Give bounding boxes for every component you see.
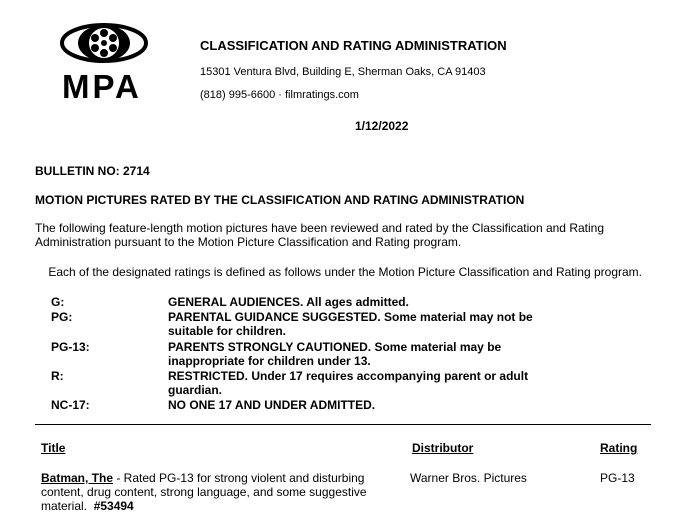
column-header-rating: Rating	[600, 441, 638, 455]
rating-desc-g: GENERAL AUDIENCES. All ages admitted.	[168, 295, 409, 309]
rating-code-pg13: PG-13:	[51, 340, 90, 354]
rating-desc-pg13: PARENTS STRONGLY CAUTIONED. Some material may be inappropriate for children under 13.	[168, 340, 502, 368]
intro-paragraph: The following feature-length motion pictures have been reviewed and rated by the Classification and Rating Administration pursuant to the Motion Picture Classification and Rating program.	[35, 221, 605, 249]
rating-desc-nc17: NO ONE 17 AND UNDER ADMITTED.	[168, 398, 376, 412]
rating-code-g: G:	[51, 295, 65, 309]
rating-desc-r: RESTRICTED. Under 17 requires accompanying parent or adult guardian.	[168, 369, 529, 397]
film-rating: PG-13	[600, 471, 635, 485]
film-number: #53494	[93, 499, 134, 513]
rating-code-r: R:	[51, 369, 64, 383]
ratings-intro-paragraph	[35, 265, 675, 279]
table-row-title-cell	[41, 471, 371, 513]
contact-info: (818) 995-6600 · filmratings.com	[200, 89, 359, 101]
film-distributor: Warner Bros. Pictures	[410, 471, 527, 485]
section-divider	[35, 424, 651, 425]
film-title[interactable]: Batman, The	[41, 471, 114, 485]
ratings-intro-text: Each of the designated ratings is defined as follows under the Motion Picture Classification and Rating program.	[48, 265, 643, 279]
rating-code-pg: PG:	[51, 310, 73, 324]
bulletin-number: BULLETIN NO: 2714	[35, 164, 150, 178]
rating-desc-pg: PARENTAL GUIDANCE SUGGESTED. Some material may not be suitable for children.	[168, 310, 533, 338]
organization-name: CLASSIFICATION AND RATING ADMINISTRATION	[200, 38, 507, 53]
film-reel-icon	[56, 18, 156, 68]
document-heading: MOTION PICTURES RATED BY THE CLASSIFICATION AND RATING ADMINISTRATION	[35, 193, 525, 207]
bulletin-date: 1/12/2022	[355, 119, 409, 133]
column-header-title: Title	[41, 441, 66, 455]
column-header-distributor: Distributor	[412, 441, 474, 455]
rating-code-nc17: NC-17:	[51, 398, 90, 412]
address: 15301 Ventura Blvd, Building E, Sherman Oaks, CA 91403	[200, 66, 486, 78]
film-description: - Rated PG-13 for strong violent and disturbing content, drug content, strong language, and some suggestive material.	[41, 471, 367, 513]
logo-wordmark: MPA	[62, 68, 142, 105]
